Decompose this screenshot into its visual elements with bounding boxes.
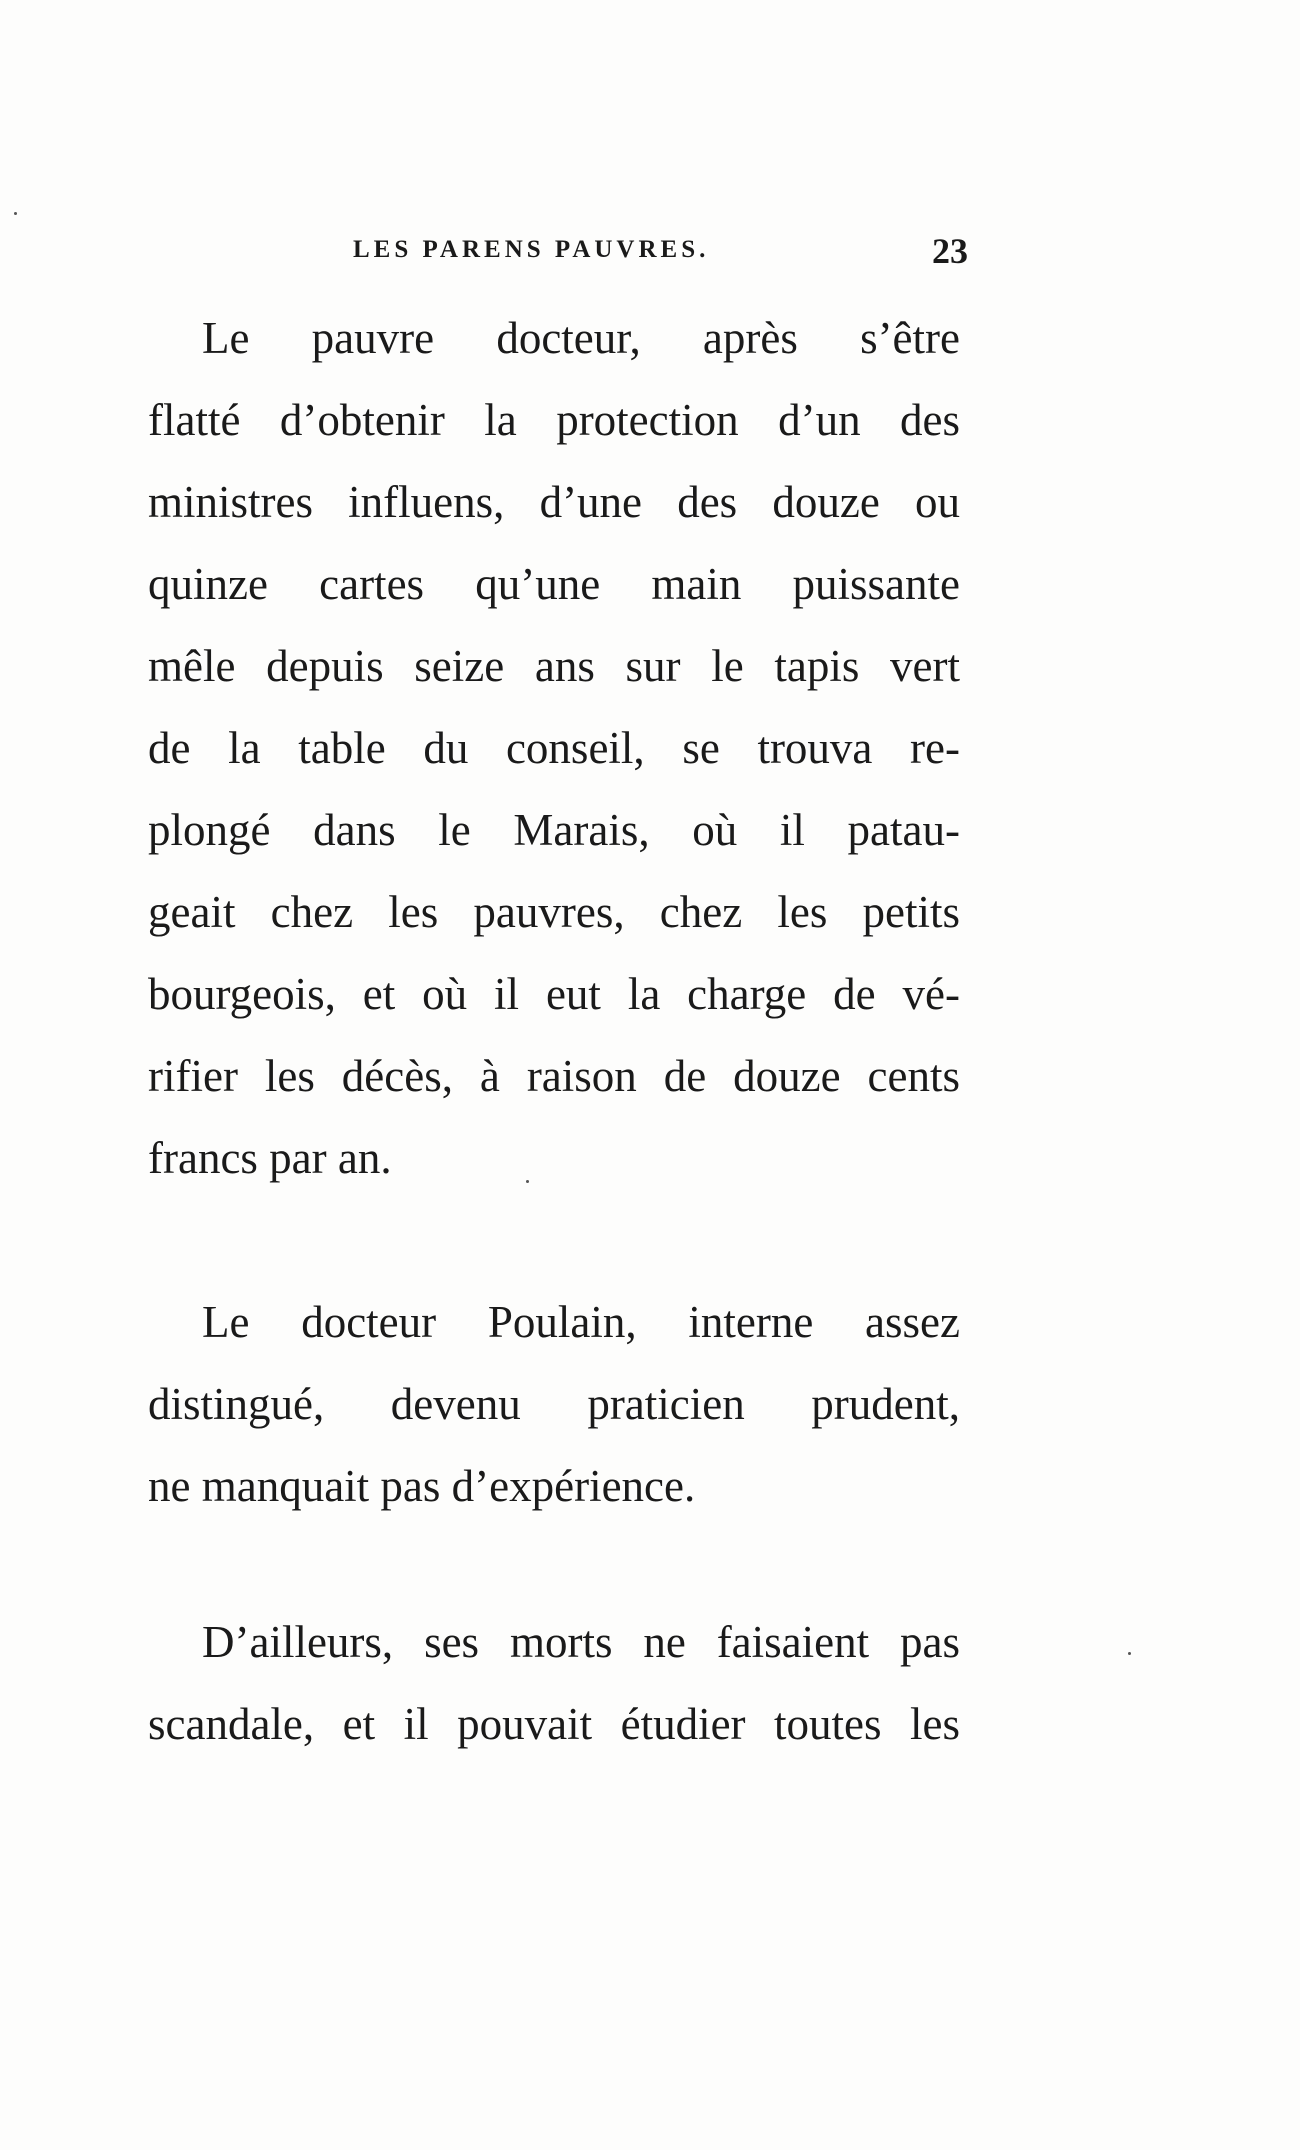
text-line: D’ailleurs, ses morts ne faisaient pas	[202, 1617, 960, 1667]
text-line: ne manquait pas d’expérience.	[148, 1461, 696, 1511]
text-line: quinze cartes qu’une main puissante	[148, 559, 960, 609]
text-line: rifier les décès, à raison de douze cents	[148, 1051, 960, 1101]
text-line: geait chez les pauvres, chez les petits	[148, 887, 960, 937]
text-line: de la table du conseil, se trouva re-	[148, 723, 960, 773]
text-line: mêle depuis seize ans sur le tapis vert	[148, 641, 960, 691]
text-line: Le docteur Poulain, interne assez	[202, 1297, 960, 1347]
text-line: francs par an.	[148, 1133, 392, 1183]
page-number: 23	[932, 231, 968, 271]
text-line: distingué, devenu praticien prudent,	[148, 1379, 960, 1429]
print-speck	[1128, 1652, 1131, 1655]
text-line: plongé dans le Marais, où il patau-	[148, 805, 960, 855]
text-line: flatté d’obtenir la protection d’un des	[148, 395, 960, 445]
text-line: ministres influens, d’une des douze ou	[148, 477, 960, 527]
print-speck	[526, 1180, 529, 1183]
text-line: scandale, et il pouvait étudier toutes les	[148, 1699, 960, 1749]
running-title: LES PARENS PAUVRES.	[353, 236, 710, 263]
text-line: bourgeois, et où il eut la charge de vé-	[148, 969, 960, 1019]
print-speck	[14, 212, 17, 215]
text-line: Le pauvre docteur, après s’être	[202, 313, 960, 363]
running-head	[148, 231, 968, 276]
